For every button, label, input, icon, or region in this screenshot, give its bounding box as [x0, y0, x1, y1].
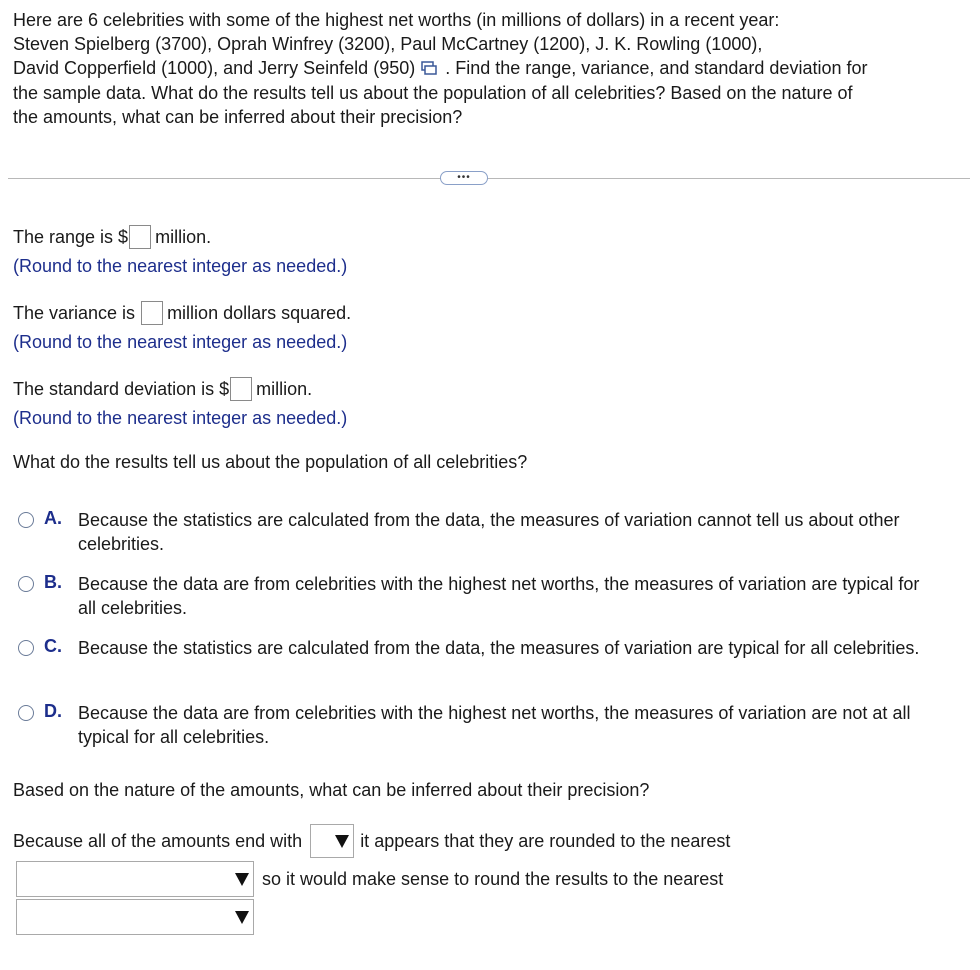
std-input[interactable] [230, 377, 252, 401]
round-results-dropdown[interactable] [16, 899, 254, 935]
range-hint: (Round to the nearest integer as needed.) [13, 256, 348, 276]
chevron-down-icon [235, 911, 249, 924]
option-c-text: Because the statistics are calculated from the data, the measures of variation are typical for all celebrities. [78, 638, 920, 658]
precision-question: Based on the nature of the amounts, what can be inferred about their precision? [13, 780, 650, 800]
precision-sentence-c: so it would make sense to round the results to the nearest [262, 869, 724, 889]
divider [8, 178, 970, 179]
radio-c[interactable] [18, 640, 34, 656]
precision-row-1 [13, 823, 730, 859]
question-line-4: the sample data. What do the results tell us about the population of all celebrities? Based on the nature of [13, 83, 853, 104]
variance-input[interactable] [141, 301, 163, 325]
std-suffix: million. [256, 379, 313, 399]
option-d-letter: D. [44, 701, 62, 721]
question-line-2: Steven Spielberg (3700), Oprah Winfrey (3200), Paul McCartney (1200), J. K. Rowling (1000), [13, 34, 763, 54]
question-line-5: the amounts, what can be inferred about their precision? [13, 107, 463, 128]
chevron-down-icon [235, 873, 249, 886]
option-c-letter: C. [44, 636, 62, 656]
option-d[interactable] [18, 701, 948, 749]
precision-sentence-a: Because all of the amounts end with [13, 831, 303, 851]
option-c[interactable] [18, 636, 948, 660]
option-b[interactable] [18, 572, 948, 620]
chevron-down-icon [335, 835, 349, 848]
radio-b[interactable] [18, 576, 34, 592]
population-question: What do the results tell us about the population of all celebrities? [13, 452, 528, 472]
more-button[interactable]: ••• [440, 171, 488, 185]
question-line-1: Here are 6 celebrities with some of the highest net worths (in millions of dollars) in a recent year: [13, 10, 780, 30]
range-prefix: The range is $ [13, 227, 129, 247]
range-row [13, 224, 211, 250]
copy-data-icon[interactable] [421, 57, 437, 81]
precision-sentence-b: it appears that they are rounded to the nearest [360, 831, 731, 851]
variance-hint: (Round to the nearest integer as needed.) [13, 332, 348, 352]
option-a-text: Because the statistics are calculated from the data, the measures of variation cannot tell us about other celebrities. [78, 510, 900, 554]
variance-row [13, 300, 351, 326]
radio-a[interactable] [18, 512, 34, 528]
std-hint: (Round to the nearest integer as needed.) [13, 408, 348, 428]
range-suffix: million. [155, 227, 212, 247]
std-prefix: The standard deviation is $ [13, 379, 230, 399]
std-row [13, 376, 312, 402]
question-text [13, 8, 963, 129]
option-b-text: Because the data are from celebrities with the highest net worths, the measures of variation are typical for all celebrities. [78, 574, 920, 618]
variance-prefix: The variance is [13, 303, 136, 323]
ending-digits-dropdown[interactable] [310, 824, 354, 858]
question-line-3: David Copperfield (1000), and Jerry Seinfeld (950) . Find the range, variance, and standard deviation for [13, 56, 963, 81]
option-d-text: Because the data are from celebrities with the highest net worths, the measures of variation are not at all typical for all celebrities. [78, 703, 911, 747]
radio-d[interactable] [18, 705, 34, 721]
option-a-letter: A. [44, 508, 62, 528]
rounded-to-dropdown[interactable] [16, 861, 254, 897]
option-a[interactable] [18, 508, 948, 556]
range-input[interactable] [129, 225, 151, 249]
variance-suffix: million dollars squared. [167, 303, 352, 323]
option-b-letter: B. [44, 572, 62, 592]
